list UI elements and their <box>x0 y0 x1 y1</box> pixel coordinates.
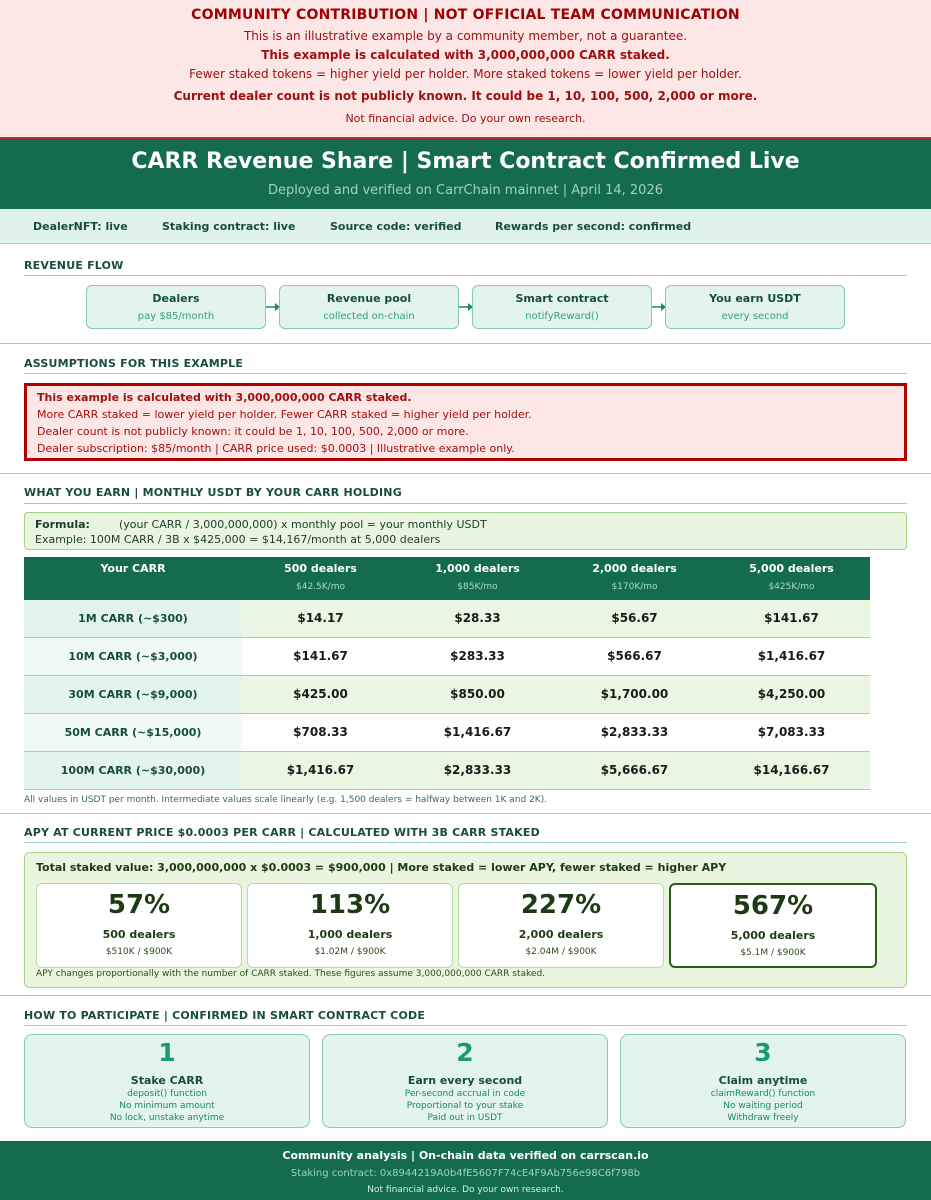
divider <box>0 995 931 996</box>
column-header <box>556 562 713 592</box>
table-cell: $7,083.33 <box>757 725 826 739</box>
section-title-apy: APY AT CURRENT PRICE $0.0003 PER CARR | CALCULATED WITH 3B CARR STAKED <box>24 826 540 839</box>
column-header-label: 5,000 dealers <box>749 562 834 575</box>
step-line: deposit() function <box>127 1089 207 1099</box>
step-title: Stake CARR <box>130 1074 204 1087</box>
status-item: DealerNFT: live <box>33 220 128 233</box>
divider <box>0 343 931 344</box>
apy-card <box>36 883 242 968</box>
apy-value: $1.02M / $900K <box>314 947 386 957</box>
step-number: 2 <box>456 1038 474 1067</box>
apy-dealers: 1,000 dealers <box>307 928 393 941</box>
flow-step-title: Smart contract <box>515 292 609 305</box>
apy-note: APY changes proportionally with the number of CARR staked. These figures assume 3,000,000,000 CARR staked. <box>36 969 546 979</box>
footer-disclaimer: Not financial advice. Do your own research. <box>367 1185 564 1195</box>
row-label: 50M CARR (~$15,000) <box>24 714 242 751</box>
step-card <box>24 1034 310 1128</box>
page-title: CARR Revenue Share | Smart Contract Confirmed Live <box>131 149 800 174</box>
assumption-line: This example is calculated with 3,000,000,000 CARR staked. <box>37 391 412 404</box>
apy-card-highlighted <box>669 883 877 968</box>
column-header-sub: $42.5K/mo <box>296 582 345 592</box>
step-card <box>620 1034 906 1128</box>
table-cell: $4,250.00 <box>757 687 826 701</box>
section-title-participate: HOW TO PARTICIPATE | CONFIRMED IN SMART CONTRACT CODE <box>24 1009 426 1022</box>
table-cell: $28.33 <box>454 611 501 625</box>
table-cell: $2,833.33 <box>443 763 512 777</box>
flow-step <box>665 285 845 329</box>
status-item: Rewards per second: confirmed <box>495 220 692 233</box>
table-row <box>24 638 870 676</box>
apy-percent: 227% <box>520 890 602 920</box>
formula-text: (your CARR / 3,000,000,000) x monthly pool = your monthly USDT <box>119 518 487 531</box>
arrow-right-icon <box>266 301 280 313</box>
apy-value: $510K / $900K <box>105 947 173 957</box>
column-header <box>399 562 556 592</box>
table-row <box>24 752 870 790</box>
step-card <box>322 1034 608 1128</box>
row-label: 10M CARR (~$3,000) <box>24 638 242 675</box>
table-cell: $141.67 <box>293 649 348 663</box>
table-cell: $1,416.67 <box>757 649 826 663</box>
table-cell: $850.00 <box>450 687 505 701</box>
apy-card <box>247 883 453 968</box>
flow-step-title: Revenue pool <box>326 292 412 305</box>
row-label: 100M CARR (~$30,000) <box>24 752 242 789</box>
page-footer <box>0 1141 931 1200</box>
disclaimer-line: This is an illustrative example by a community member, not a guarantee. <box>243 29 688 43</box>
flow-step <box>279 285 459 329</box>
table-cell: $14,166.67 <box>753 763 830 777</box>
divider <box>24 503 907 504</box>
step-title: Earn every second <box>407 1074 523 1087</box>
column-header <box>713 562 870 592</box>
table-cell: $425.00 <box>293 687 348 701</box>
divider <box>24 275 907 276</box>
apy-summary: Total staked value: 3,000,000,000 x $0.0003 = $900,000 | More staked = lower APY, fewer staked = higher APY <box>36 861 727 874</box>
footer-title: Community analysis | On-chain data verified on carrscan.io <box>282 1149 649 1162</box>
assumption-line: Dealer subscription: $85/month | CARR price used: $0.0003 | Illustrative example only. <box>37 442 515 455</box>
formula-box <box>24 512 907 550</box>
disclaimer-line: This example is calculated with 3,000,000,000 CARR staked. <box>261 48 670 62</box>
apy-percent: 567% <box>732 891 814 921</box>
table-cell: $14.17 <box>297 611 344 625</box>
divider <box>24 842 907 843</box>
column-header-sub: $85K/mo <box>457 582 498 592</box>
flow-step-title: Dealers <box>152 292 200 305</box>
step-line: No lock, unstake anytime <box>109 1113 225 1123</box>
column-header-label: 500 dealers <box>284 562 357 575</box>
flow-step <box>472 285 652 329</box>
table-cell: $141.67 <box>764 611 819 625</box>
flow-step-title: You earn USDT <box>709 292 801 305</box>
status-item: Source code: verified <box>330 220 462 233</box>
column-header-label: 1,000 dealers <box>435 562 520 575</box>
page-header <box>0 139 931 209</box>
table-cell: $566.67 <box>607 649 662 663</box>
formula-label: Formula: <box>35 518 90 531</box>
step-line: Paid out in USDT <box>427 1113 503 1123</box>
step-line: claimReward() function <box>710 1089 816 1099</box>
apy-value: $2.04M / $900K <box>525 947 597 957</box>
disclaimer-line: Fewer staked tokens = higher yield per holder. More staked tokens = lower yield per holder. <box>189 67 742 81</box>
assumptions-box <box>24 383 907 461</box>
divider <box>24 1025 907 1026</box>
earnings-table-header <box>24 557 870 600</box>
table-cell: $5,666.67 <box>600 763 669 777</box>
step-title: Claim anytime <box>718 1074 808 1087</box>
page-subtitle: Deployed and verified on CarrChain mainnet | April 14, 2026 <box>267 183 663 198</box>
table-cell: $1,416.67 <box>286 763 355 777</box>
disclaimer-line: Not financial advice. Do your own research. <box>345 112 586 125</box>
apy-value: $5.1M / $900K <box>740 948 806 958</box>
table-row <box>24 714 870 752</box>
disclaimer-line: Current dealer count is not publicly known. It could be 1, 10, 100, 500, 2,000 or more. <box>173 89 758 103</box>
divider <box>24 373 907 374</box>
divider <box>0 473 931 474</box>
step-line: Per-second accrual in code <box>404 1089 526 1099</box>
arrow-right-icon <box>652 301 666 313</box>
section-title-earnings: WHAT YOU EARN | MONTHLY USDT BY YOUR CARR HOLDING <box>24 486 402 499</box>
table-row <box>24 600 870 638</box>
table-note: All values in USDT per month. Intermediate values scale linearly (e.g. 1,500 dealers = halfway between 1K and 2K). <box>24 795 548 805</box>
step-line: No waiting period <box>723 1101 803 1111</box>
table-cell: $283.33 <box>450 649 505 663</box>
row-label: 1M CARR (~$300) <box>24 600 242 637</box>
step-line: Proportional to your stake <box>406 1101 524 1111</box>
apy-percent: 113% <box>309 890 391 920</box>
table-cell: $56.67 <box>611 611 658 625</box>
column-header-label: Your CARR <box>100 562 166 575</box>
apy-percent: 57% <box>107 890 171 920</box>
table-row <box>24 676 870 714</box>
divider <box>0 813 931 814</box>
column-header-label: 2,000 dealers <box>592 562 677 575</box>
step-line: Withdraw freely <box>727 1113 799 1123</box>
flow-step-sub: collected on-chain <box>323 311 415 322</box>
assumption-line: More CARR staked = lower yield per holder. Fewer CARR staked = higher yield per holder. <box>37 408 532 421</box>
table-cell: $1,416.67 <box>443 725 512 739</box>
flow-step-sub: pay $85/month <box>137 311 215 322</box>
column-header-sub: $170K/mo <box>611 582 658 592</box>
flow-step-sub: every second <box>721 311 789 322</box>
column-header-sub: $425K/mo <box>768 582 815 592</box>
flow-step-sub: notifyReward() <box>525 311 599 322</box>
row-label: 30M CARR (~$9,000) <box>24 676 242 713</box>
apy-dealers: 5,000 dealers <box>730 929 816 942</box>
formula-example: Example: 100M CARR / 3B x $425,000 = $14,167/month at 5,000 dealers <box>35 533 441 546</box>
assumption-line: Dealer count is not publicly known: it could be 1, 10, 100, 500, 2,000 or more. <box>37 425 469 438</box>
table-cell: $708.33 <box>293 725 348 739</box>
apy-card <box>458 883 664 968</box>
disclaimer-title: COMMUNITY CONTRIBUTION | NOT OFFICIAL TEAM COMMUNICATION <box>191 7 740 23</box>
table-cell: $1,700.00 <box>600 687 669 701</box>
step-number: 3 <box>754 1038 772 1067</box>
table-cell: $2,833.33 <box>600 725 669 739</box>
contract-address: Staking contract: 0x8944219A0b4fE5607F74cE4F9Ab756e98C6f798b <box>290 1168 641 1179</box>
step-number: 1 <box>158 1038 176 1067</box>
disclaimer-banner <box>0 0 931 139</box>
section-title-assumptions: ASSUMPTIONS FOR THIS EXAMPLE <box>24 357 244 370</box>
status-bar <box>0 209 931 244</box>
apy-dealers: 500 dealers <box>102 928 176 941</box>
column-header <box>242 562 399 592</box>
status-item: Staking contract: live <box>162 220 296 233</box>
column-header <box>24 562 242 575</box>
arrow-right-icon <box>459 301 473 313</box>
section-title-revenue-flow: REVENUE FLOW <box>24 259 124 272</box>
apy-dealers: 2,000 dealers <box>518 928 604 941</box>
step-line: No minimum amount <box>119 1101 215 1111</box>
flow-step <box>86 285 266 329</box>
